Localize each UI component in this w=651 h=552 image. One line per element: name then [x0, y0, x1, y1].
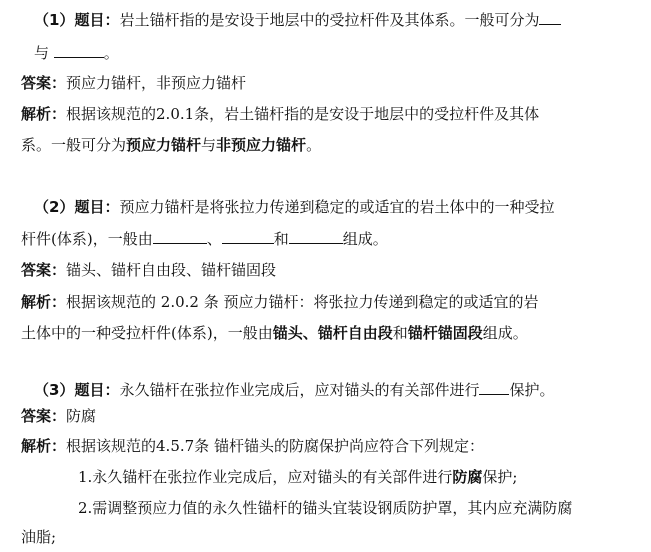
q2-analysis-text: 根据该规范的 2.0.2 条 预应力锚杆：将张拉力传递到稳定的或适宜的岩: [66, 293, 539, 311]
q1-blank-2: [54, 42, 104, 58]
q1-question-end: 。: [103, 44, 119, 62]
q2-analysis-line1: [21, 292, 539, 314]
q3-analysis-line1: [21, 436, 484, 458]
q3-answer-line: [21, 406, 96, 428]
q1-question-text: 岩土锚杆指的是安设于地层中的受拉杆件及其体系。一般可分为: [119, 11, 540, 29]
q3-question-line1: [34, 379, 554, 401]
q2-analysis-bold-3: 锚杆锚固段: [407, 324, 483, 342]
q3-number: （3）: [34, 381, 75, 399]
q1-analysis-end: 。: [306, 136, 322, 154]
q1-analysis-line1: [21, 104, 539, 126]
q1-number: （1）: [34, 11, 75, 29]
q3-item1-end: 保护;: [482, 468, 518, 486]
q3-analysis-text: 根据该规范的4.5.7条 锚杆锚头的防腐保护尚应符合下列规定：: [66, 437, 484, 455]
q2-analysis-sep-2: 和: [392, 324, 408, 342]
q2-sep-1: 、: [206, 230, 222, 248]
q3-question-end: 保护。: [509, 381, 555, 399]
q2-blank-1: [153, 228, 207, 244]
q2-analysis-end: 组成。: [482, 324, 528, 342]
q1-analysis-text-2: 系。一般可分为: [21, 136, 127, 154]
q1-analysis-mid: 与: [201, 136, 217, 154]
q1-answer-line: [21, 73, 246, 95]
q2-blank-3: [289, 228, 343, 244]
q1-question-text-2: 与: [34, 44, 50, 62]
q2-analysis-line2: [21, 323, 528, 345]
q1-question-line2: [34, 42, 119, 64]
q2-blank-2: [222, 228, 274, 244]
q2-answer-text: 锚头、锚杆自由段、锚杆锚固段: [66, 261, 277, 279]
q3-question-label: 题目：: [74, 381, 120, 399]
q3-item-1: [78, 467, 517, 489]
q2-question-text-2: 杆件(体系)，一般由: [21, 230, 153, 248]
q3-answer-text: 防腐: [66, 407, 97, 425]
q2-question-end: 组成。: [342, 230, 388, 248]
q3-item2-text-2: 油脂;: [21, 528, 57, 546]
q1-blank-1: [539, 9, 561, 25]
q2-question-label: 题目：: [74, 198, 120, 216]
q1-analysis-bold-2: 非预应力锚杆: [216, 136, 307, 154]
q1-question-label: 题目：: [74, 11, 120, 29]
q2-sep-2: 和: [273, 230, 289, 248]
q2-analysis-bold-1: 锚头: [272, 324, 303, 342]
q1-answer-text: 预应力锚杆，非预应力锚杆: [66, 74, 247, 92]
q3-item2-text: 2.需调整预应力值的永久性锚杆的锚头宜装设钢质防护罩，其内应充满防腐: [78, 499, 573, 517]
q2-analysis-sep-1: 、: [302, 324, 318, 342]
q2-answer-line: [21, 260, 276, 282]
q1-answer-label: 答案：: [21, 74, 67, 92]
q1-analysis-text: 根据该规范的2.0.1条，岩土锚杆指的是安设于地层中的受拉杆件及其体: [66, 105, 540, 123]
q3-question-text: 永久锚杆在张拉作业完成后，应对锚头的有关部件进行: [119, 381, 480, 399]
q3-item1-bold: 防腐: [452, 468, 483, 486]
q3-blank-1: [479, 379, 509, 395]
q3-item-2-line2: [21, 527, 56, 549]
q2-number: （2）: [34, 198, 75, 216]
q2-question-text: 预应力锚杆是将张拉力传递到稳定的或适宜的岩土体中的一种受拉: [119, 198, 555, 216]
q3-item1-text: 1.永久锚杆在张拉作业完成后，应对锚头的有关部件进行: [78, 468, 453, 486]
q3-analysis-label: 解析：: [21, 437, 67, 455]
q1-analysis-line2: [21, 135, 321, 157]
q3-answer-label: 答案：: [21, 407, 67, 425]
q1-analysis-label: 解析：: [21, 105, 67, 123]
q2-analysis-text-2: 土体中的一种受拉杆件(体系)，一般由: [21, 324, 273, 342]
q2-question-line2: [21, 228, 388, 250]
q2-question-line1: [34, 197, 554, 219]
q3-item-2-line1: [78, 498, 572, 520]
q2-analysis-label: 解析：: [21, 293, 67, 311]
q1-question-line1: [34, 9, 561, 31]
q1-analysis-bold-1: 预应力锚杆: [126, 136, 202, 154]
q2-analysis-bold-2: 锚杆自由段: [317, 324, 393, 342]
q2-answer-label: 答案：: [21, 261, 67, 279]
